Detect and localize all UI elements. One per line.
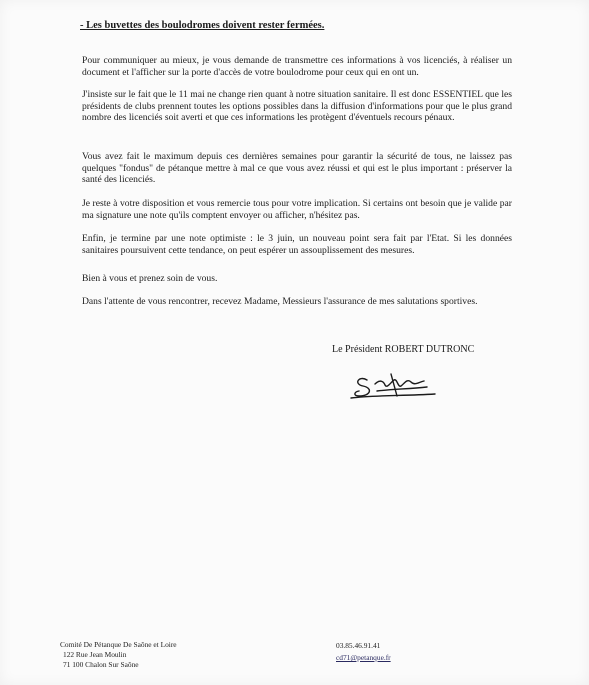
footer-street: 122 Rue Jean Moulin (63, 650, 127, 659)
paragraph-availability: Je reste à votre disposition et vous remercie tous pour votre implication. Si certains ont besoin que je valide par ma signature une note qu'ils comptent envoyer ou afficher, n'hésitez pas. (82, 198, 512, 221)
footer-contact (336, 640, 391, 664)
paragraph-security: Vous avez fait le maximum depuis ces dernières semaines pour garantir la sécurité de tous, ne laissez pas quelques "fondus" de pétanque mettre à mal ce que vous avez réussi et qui est le plus important : préserver la santé des licenciés. (82, 151, 512, 186)
paragraph-optimistic-note: Enfin, je termine par une note optimiste : le 3 juin, un nouveau point sera fait par l'Etat. Si les données sanitaires poursuivent cette tendance, on peut espérer un assouplissement des mesures. (82, 233, 512, 256)
paragraph-sanitary-situation: J'insiste sur le fait que le 11 mai ne change rien quant à notre situation sanitaire. Il est donc ESSENTIEL que les présidents de clubs prennent toutes les options possibles dans la diffusion d'informations pour que le plus grand nombre des licenciés soit averti et que ces informations les protègent d'éventuels recours pénaux. (82, 89, 512, 124)
paragraph-take-care: Bien à vous et prenez soin de vous. (82, 273, 218, 284)
footer-email-link[interactable]: cd71@petanque.fr (336, 653, 391, 662)
footer-address (60, 640, 177, 670)
paragraph-closing: Dans l'attente de vous rencontrer, recevez Madame, Messieurs l'assurance de mes salutations sportives. (82, 296, 478, 307)
letter-heading: - Les buvettes des boulodromes doivent rester fermées. (80, 20, 325, 31)
footer-phone: 03.85.46.91.41 (336, 641, 381, 650)
paragraph-communication: Pour communiquer au mieux, je vous demande de transmettre ces informations à vos licenciés, à réaliser un document et l'afficher sur la porte d'accès de votre boulodrome pour ceux qui en ont un. (82, 55, 512, 78)
signatory-name: Le Président ROBERT DUTRONC (332, 344, 475, 355)
handwritten-signature (345, 366, 440, 404)
footer-org-name: Comité De Pétanque De Saône et Loire (60, 640, 177, 649)
footer-city: 71 100 Chalon Sur Saône (63, 660, 139, 669)
